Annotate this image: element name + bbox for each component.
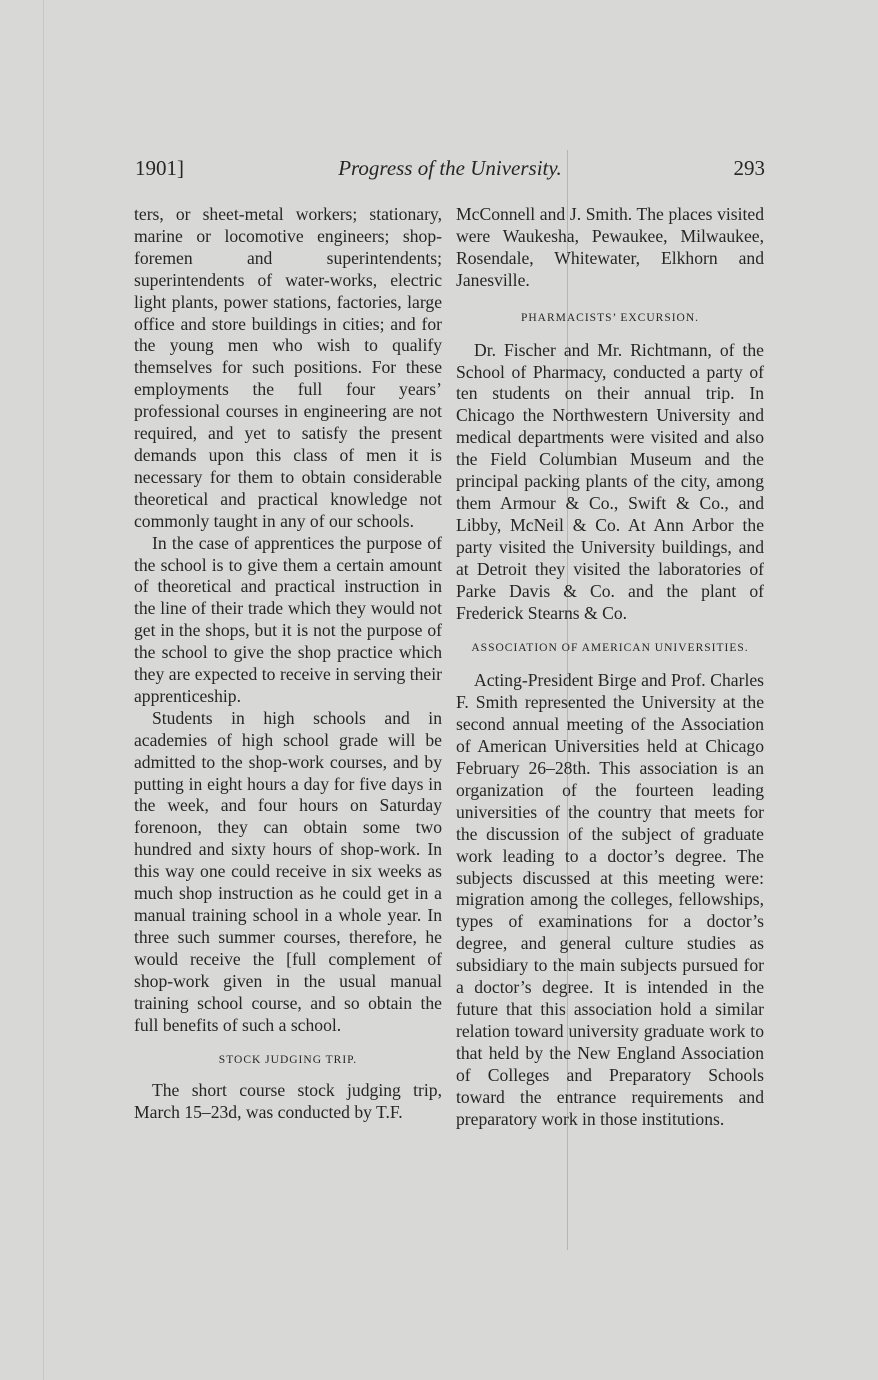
right-column [456,204,764,1130]
paragraph-students: Students in high schools and in academies of high school grade will be admitted to the shop-work courses, and by putting in eight hours a day for five days in the week, and four hours on Saturday forenoon, they can obtain some two hundred and sixty hours of shop-work. In this way one could receive in six weeks as much shop instruction as he could get in a manual training school in a whole year. In three such summer courses, therefore, he would receive the [full complement of shop-work given in the usual manual training school course, and so obtain the full benefits of such a school. [134,707,442,1035]
paragraph-association: Acting-President Birge and Prof. Charles F. Smith represented the University at the second annual meeting of the Association of American Universities held at Chicago February 26–28th. This association is an organization of the fourteen leading universities of the country that meets for the discussion of the subject of graduate work leading to a doctor’s degree. The subjects discussed at this meeting were: migration among the colleges, fellowships, types of examinations for a doctor’s degree, and general culture studies as subsidiary to the main subjects pursued for a doctor’s degree. It is intended in the future that this association hold a similar relation toward university graduate work to that held by the New England Association of Colleges and Preparatory Schools toward the entrance requirements and preparatory work in those institutions. [456,670,764,1129]
page-number: 293 [733,156,765,180]
left-column [134,204,442,1124]
paragraph-trades: ters, or sheet-metal workers; stationary, marine or locomotive engineers; shop-foremen and superintendents; superintendents of water-works, electric light plants, power stations, factories, large office and store buildings in cities; and for the young men who wish to qualify themselves for such positions. For these employments the full four years’ professional courses in engineering are not required, and yet to satisfy the present demands upon this class of men it is necessary for them to obtain considerable theoretical and practical knowledge not commonly taught in any of our schools. [134,204,442,531]
heading-pharmacists: PHARMACISTS’ EXCURSION. [520,311,700,324]
paragraph-stock-trip: The short course stock judging trip, March 15–23d, was conducted by T.F. [134,1080,442,1123]
header-title: Progress of the University. [338,156,562,180]
paragraph-pharmacy-trip: Dr. Fischer and Mr. Richtmann, of the School of Pharmacy, conducted a party of ten students on their annual trip. In Chicago the Northwestern University and medical departments were visited and also the Field Columbian Museum and the principal packing plants of the city, among them Armour & Co., Swift & Co., and Libby, McNeil & Co. At Ann Arbor the party visited the University buildings, and at Detroit they visited the laboratories of Parke Davis & Co. and the plant of Frederick Stearns & Co. [456,339,764,623]
paragraph-places: McConnell and J. Smith. The places visited were Waukesha, Pewaukee, Milwaukee, Rosendale, Whitewater, Elkhorn and Janesville. [456,204,764,290]
heading-association: ASSOCIATION OF AMERICAN UNIVERSITIES. [471,642,749,655]
page-edge [43,0,44,1380]
paragraph-apprentices: In the case of apprentices the purpose of the school is to give them a certain amount of theoretical and practical instruction in the line of their trade which they would not get in the shops, but it is not the purpose of the school to give the shop practice which they are expected to receive in serving their apprenticeship. [134,532,442,706]
running-header [135,156,765,186]
heading-stock-judging: STOCK JUDGING TRIP. [218,1054,358,1067]
header-year: 1901] [135,156,184,180]
